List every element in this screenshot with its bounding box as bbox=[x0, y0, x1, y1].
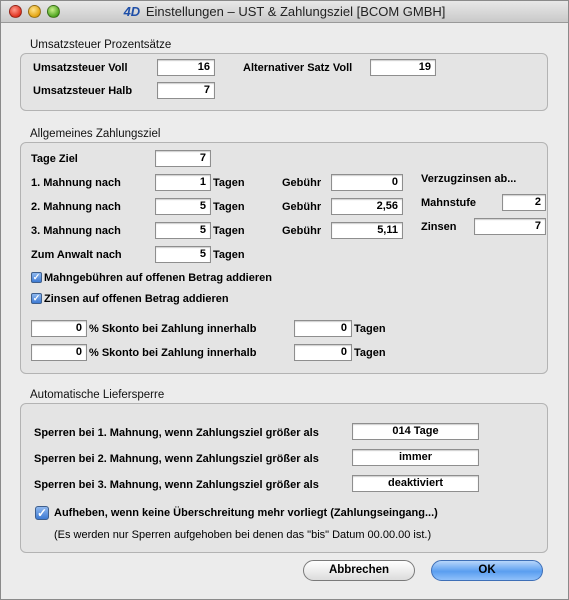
liefersperre-group-label: Automatische Liefersperre bbox=[30, 389, 165, 401]
skonto2-percent-field[interactable]: 0 bbox=[31, 344, 87, 361]
mahnung1-unit: Tagen bbox=[213, 177, 245, 189]
ust-voll-field[interactable]: 16 bbox=[157, 59, 215, 76]
title-bar[interactable] bbox=[1, 1, 568, 23]
gebuehr1-field[interactable]: 0 bbox=[331, 174, 403, 191]
skonto1-percent-field[interactable]: 0 bbox=[31, 320, 87, 337]
ust-voll-label: Umsatzsteuer Voll bbox=[33, 62, 128, 74]
zahlungsziel-group-label: Allgemeines Zahlungsziel bbox=[30, 128, 161, 140]
skonto1-tage-field[interactable]: 0 bbox=[294, 320, 352, 337]
sperre2-label: Sperren bei 2. Mahnung, wenn Zahlungsziel größer als bbox=[34, 453, 319, 465]
sperre2-field[interactable]: immer bbox=[352, 449, 479, 466]
mahnung3-label: 3. Mahnung nach bbox=[31, 225, 121, 237]
window-title bbox=[1, 4, 568, 19]
tage-ziel-field[interactable]: 7 bbox=[155, 150, 211, 167]
verzugzinsen-label: Verzugzinsen ab... bbox=[421, 173, 517, 185]
ust-halb-field[interactable]: 7 bbox=[157, 82, 215, 99]
anwalt-label: Zum Anwalt nach bbox=[31, 249, 122, 261]
mahngebuehren-checkbox[interactable]: ✓ bbox=[32, 272, 41, 282]
skonto2-unit: Tagen bbox=[354, 347, 386, 359]
anwalt-unit: Tagen bbox=[213, 249, 245, 261]
mahnung3-unit: Tagen bbox=[213, 225, 245, 237]
ok-button[interactable]: OK bbox=[431, 560, 543, 581]
4d-logo-icon: 4D bbox=[123, 4, 141, 19]
mahnstufe-field[interactable]: 2 bbox=[502, 194, 546, 211]
zinsen-field[interactable]: 7 bbox=[474, 218, 546, 235]
anwalt-field[interactable]: 5 bbox=[155, 246, 211, 263]
alt-satz-label: Alternativer Satz Voll bbox=[243, 62, 353, 74]
zinsen-label: Zinsen bbox=[421, 221, 457, 233]
mahnung2-unit: Tagen bbox=[213, 201, 245, 213]
cancel-button[interactable]: Abbrechen bbox=[303, 560, 415, 581]
sperre3-field[interactable]: deaktiviert bbox=[352, 475, 479, 492]
mahngebuehren-checkbox-label[interactable]: Mahngebühren auf offenen Betrag addieren bbox=[44, 272, 272, 284]
mahnstufe-label: Mahnstufe bbox=[421, 197, 476, 209]
window-title-text: Einstellungen – UST & Zahlungsziel [BCOM GMBH] bbox=[145, 4, 446, 19]
gebuehr3-label: Gebühr bbox=[282, 225, 322, 237]
mahnung2-label: 2. Mahnung nach bbox=[31, 201, 121, 213]
tage-ziel-label: Tage Ziel bbox=[31, 153, 78, 165]
skonto1-unit: Tagen bbox=[354, 323, 386, 335]
skonto2-tage-field[interactable]: 0 bbox=[294, 344, 352, 361]
zinsen-addieren-checkbox[interactable]: ✓ bbox=[32, 293, 41, 303]
gebuehr2-field[interactable]: 2,56 bbox=[331, 198, 403, 215]
mahnung1-label: 1. Mahnung nach bbox=[31, 177, 121, 189]
skonto1-label: % Skonto bei Zahlung innerhalb bbox=[89, 323, 257, 335]
ust-halb-label: Umsatzsteuer Halb bbox=[33, 85, 133, 97]
sperre1-field[interactable]: 014 Tage bbox=[352, 423, 479, 440]
aufheben-note: (Es werden nur Sperren aufgehoben bei denen das "bis" Datum 00.00.00 ist.) bbox=[54, 529, 432, 541]
mahnung2-field[interactable]: 5 bbox=[155, 198, 211, 215]
ust-group-label: Umsatzsteuer Prozentsätze bbox=[30, 39, 172, 51]
sperre1-label: Sperren bei 1. Mahnung, wenn Zahlungsziel größer als bbox=[34, 427, 319, 439]
gebuehr2-label: Gebühr bbox=[282, 201, 322, 213]
mahnung1-field[interactable]: 1 bbox=[155, 174, 211, 191]
sperre3-label: Sperren bei 3. Mahnung, wenn Zahlungsziel größer als bbox=[34, 479, 319, 491]
skonto2-label: % Skonto bei Zahlung innerhalb bbox=[89, 347, 257, 359]
aufheben-checkbox[interactable]: ✓ bbox=[36, 506, 48, 520]
aufheben-checkbox-label: Aufheben, wenn keine Überschreitung mehr vorliegt (Zahlungseingang...) bbox=[54, 507, 438, 519]
gebuehr3-field[interactable]: 5,11 bbox=[331, 222, 403, 239]
zinsen-addieren-checkbox-label: Zinsen auf offenen Betrag addieren bbox=[44, 293, 229, 305]
mahnung3-field[interactable]: 5 bbox=[155, 222, 211, 239]
alt-satz-field[interactable]: 19 bbox=[370, 59, 436, 76]
gebuehr1-label: Gebühr bbox=[282, 177, 322, 189]
